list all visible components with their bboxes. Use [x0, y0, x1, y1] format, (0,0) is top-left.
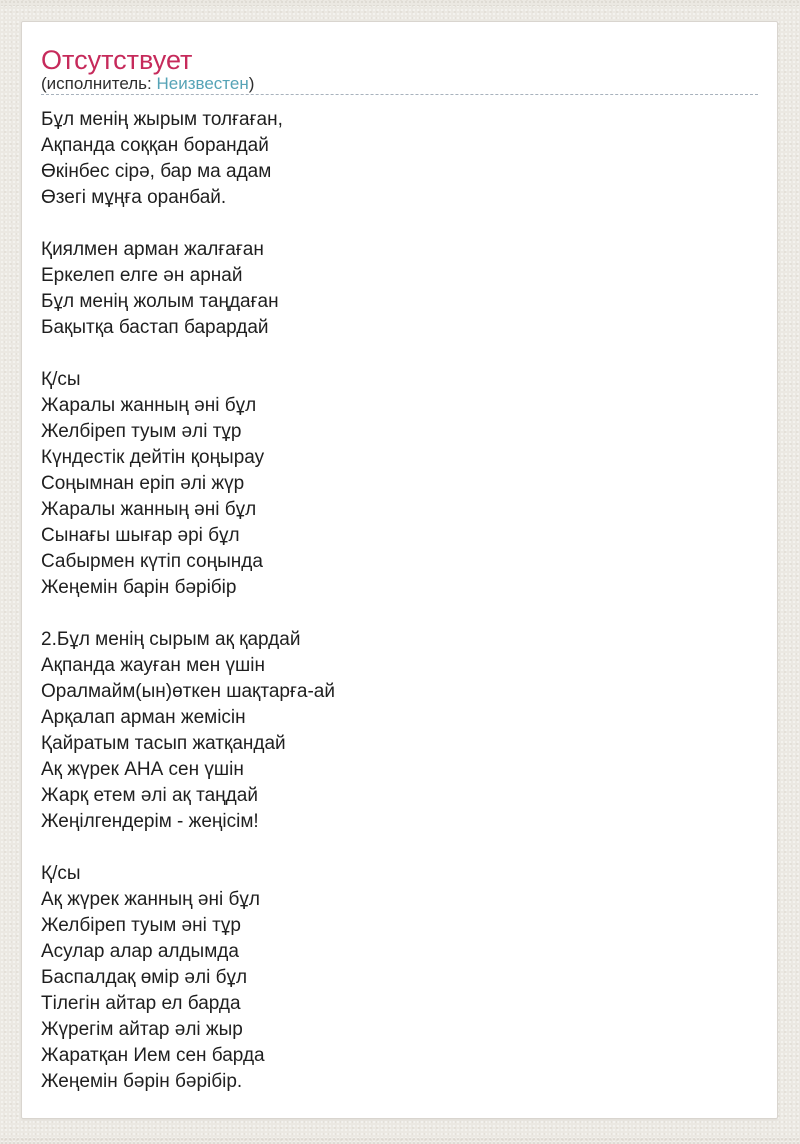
- lyric-line: Ақпанда жауған мен үшін: [41, 655, 265, 676]
- lyric-line: Оралмайм(ын)өткен шақтарға-ай: [41, 681, 335, 702]
- lyrics-card: [21, 21, 778, 1119]
- lyric-line: Жүрегім айтар әлі жыр: [41, 1019, 243, 1040]
- lyric-line: Күндестік дейтін қоңырау: [41, 447, 265, 468]
- background-texture-top-strip: [0, 0, 800, 6]
- stanza: [41, 861, 758, 1095]
- lyric-line: 2.Бұл менің сырым ақ қардай: [41, 629, 301, 650]
- lyric-line: Жаратқан Ием сен барда: [41, 1045, 265, 1066]
- artist-label-prefix: (исполнитель:: [41, 74, 157, 93]
- lyric-line: Асулар алар алдымда: [41, 941, 239, 962]
- lyric-line: Қайратым тасып жатқандай: [41, 733, 286, 754]
- lyric-line: Өкінбес сірә, бар ма адам: [41, 161, 272, 182]
- song-title: Отсутствует: [41, 45, 193, 75]
- artist-line: [41, 74, 758, 95]
- lyric-line: Желбіреп туым әлі тұр: [41, 421, 242, 442]
- lyric-line: Бұл менің жолым таңдаған: [41, 291, 279, 312]
- card-content: [22, 22, 777, 1095]
- lyric-line: Еркелеп елге ән арнай: [41, 265, 243, 286]
- lyric-line: Ақ жүрек АНА сен үшін: [41, 759, 244, 780]
- lyric-line: Жеңемін барін бәрібір: [41, 577, 237, 598]
- lyrics: [41, 107, 758, 1095]
- lyric-line: Тілегін айтар ел барда: [41, 993, 241, 1014]
- lyric-line: Сабырмен күтіп соңында: [41, 551, 263, 572]
- lyric-line: Бұл менің жырым толғаған,: [41, 109, 283, 130]
- stanza: [41, 107, 758, 211]
- lyric-line: Қ/сы: [41, 369, 81, 390]
- stanza: [41, 627, 758, 835]
- lyric-line: Арқалап арман жемісін: [41, 707, 246, 728]
- lyric-line: Баспалдақ өмір әлі бұл: [41, 967, 248, 988]
- lyric-line: Жаралы жанның әні бұл: [41, 499, 257, 520]
- lyric-line: Желбіреп туым әні тұр: [41, 915, 241, 936]
- lyric-line: Қиялмен арман жалғаған: [41, 239, 264, 260]
- artist-link[interactable]: Неизвестен: [156, 74, 249, 93]
- stanza: [41, 237, 758, 341]
- lyric-line: Өзегі мұңға оранбай.: [41, 187, 227, 208]
- lyric-line: Жаралы жанның әні бұл: [41, 395, 257, 416]
- lyric-line: Ақ жүрек жанның әні бұл: [41, 889, 260, 910]
- lyric-line: Ақпанда соққан борандай: [41, 135, 269, 156]
- lyric-line: Бақытқа бастап барардай: [41, 317, 269, 338]
- background-texture-bottom-strip: [0, 1137, 800, 1144]
- lyric-line: Жеңілгендерім - жеңісім!: [41, 811, 259, 832]
- artist-label-suffix: ): [248, 74, 255, 93]
- lyric-line: Сынағы шығар әрі бұл: [41, 525, 240, 546]
- stanza: [41, 367, 758, 601]
- lyric-line: Қ/сы: [41, 863, 81, 884]
- lyric-line: Соңымнан еріп әлі жүр: [41, 473, 245, 494]
- lyric-line: Жарқ етем әлі ақ таңдай: [41, 785, 258, 806]
- lyric-line: Жеңемін бәрін бәрібір.: [41, 1071, 243, 1092]
